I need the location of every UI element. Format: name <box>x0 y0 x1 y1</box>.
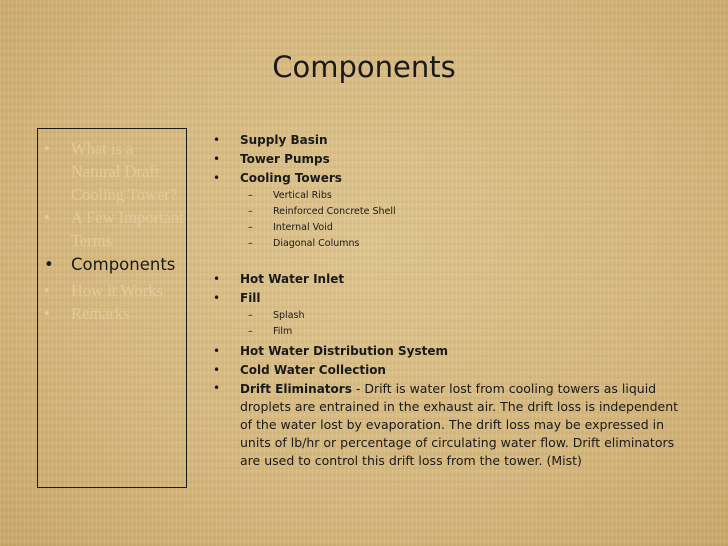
list-item-drift-eliminators <box>213 380 680 470</box>
nav-item-label: A Few Important Terms <box>71 208 184 250</box>
sub-item-splash <box>240 308 683 324</box>
sub-item-diagonal-columns <box>240 236 683 252</box>
dash-icon: – <box>248 326 253 337</box>
dash-icon: – <box>248 206 253 217</box>
bullet-icon: • <box>44 139 50 158</box>
dash-icon: – <box>248 238 253 249</box>
bullet-icon: • <box>213 171 221 185</box>
sub-item-concrete-shell <box>240 204 683 220</box>
sub-item-internal-void <box>240 220 683 236</box>
nav-item-label: What is a Natural Draft Cooling Tower? <box>71 139 178 204</box>
bullet-icon: • <box>44 281 50 300</box>
list-item-cooling-towers <box>213 169 683 188</box>
nav-item-how-it-works[interactable] <box>44 279 184 302</box>
item-label: Drift Eliminators <box>240 382 352 396</box>
bullet-icon: • <box>213 291 221 305</box>
slide-title: Components <box>272 50 456 84</box>
spacer <box>213 252 683 270</box>
list-item-cold-water-collection <box>213 361 683 380</box>
item-label: Cooling Towers <box>240 171 342 185</box>
nav-item-remarks[interactable] <box>44 302 184 325</box>
nav-item-label: Components <box>71 255 176 274</box>
bullet-icon: • <box>44 304 50 323</box>
sub-item-label: Diagonal Columns <box>273 238 360 249</box>
bullet-icon: • <box>213 363 221 377</box>
bullet-icon: • <box>213 272 221 286</box>
list-item-hot-water-inlet <box>213 270 683 289</box>
item-label: Tower Pumps <box>240 152 330 166</box>
sub-item-label: Splash <box>273 310 305 321</box>
bullet-icon: • <box>44 208 50 227</box>
nav-item-components[interactable] <box>44 253 184 276</box>
list-item-hot-water-distribution <box>213 342 683 361</box>
item-label: Hot Water Inlet <box>240 272 345 286</box>
dash-icon: – <box>248 222 253 233</box>
nav-item-label: How it Works <box>71 281 163 300</box>
item-label: Cold Water Collection <box>240 363 386 377</box>
sub-item-label: Film <box>273 326 293 337</box>
sub-item-label: Reinforced Concrete Shell <box>273 206 396 217</box>
bullet-icon: • <box>44 255 54 274</box>
list-item-fill <box>213 289 683 308</box>
item-label: Fill <box>240 291 261 305</box>
list-item-tower-pumps <box>213 150 683 169</box>
bullet-icon: • <box>213 344 221 358</box>
bullet-icon: • <box>213 381 221 395</box>
sub-item-label: Vertical Ribs <box>273 190 332 201</box>
nav-item-what-is[interactable] <box>44 137 184 206</box>
sub-item-film <box>240 324 683 340</box>
nav-item-label: Remarks <box>71 304 130 323</box>
components-list <box>213 131 683 470</box>
bullet-icon: • <box>213 133 221 147</box>
item-description: - Drift is water lost from cooling towers as liquid droplets are entrained in the exhaust air. The drift loss is independent of the water lost by evaporation. The drift loss may be expressed in units of lb/hr or percentage of circulating water flow. Drift eliminators are used to control this drift loss from the tower. (Mist) <box>240 381 679 468</box>
sub-item-vertical-ribs <box>240 188 683 204</box>
list-item-supply-basin <box>213 131 683 150</box>
nav-item-terms[interactable] <box>44 206 184 252</box>
item-label: Hot Water Distribution System <box>240 344 448 358</box>
section-nav-panel <box>37 128 187 488</box>
item-label: Supply Basin <box>240 133 328 147</box>
bullet-icon: • <box>213 152 221 166</box>
dash-icon: – <box>248 190 253 201</box>
sub-item-label: Internal Void <box>273 222 333 233</box>
section-nav-list <box>44 137 184 325</box>
dash-icon: – <box>248 310 253 321</box>
